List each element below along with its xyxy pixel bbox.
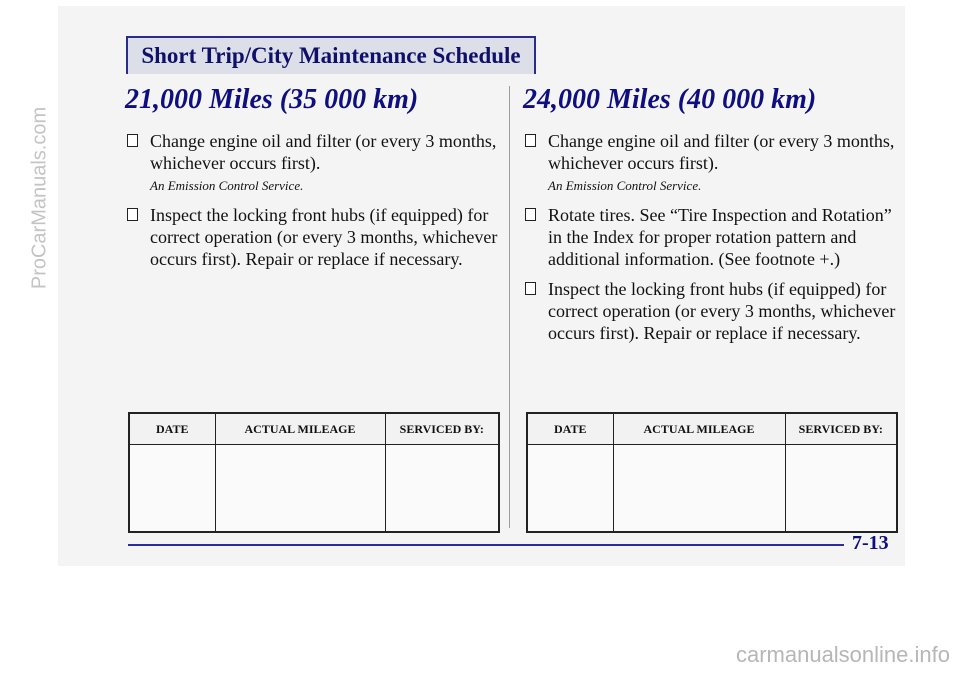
checkbox-icon[interactable] [127, 134, 138, 147]
footer-rule [128, 544, 844, 546]
mileage-cell[interactable] [613, 445, 785, 533]
serviced-by-column-header: SERVICED BY: [385, 413, 499, 445]
mileage-column-header: ACTUAL MILEAGE [215, 413, 385, 445]
right-item-rotate-tires [523, 204, 901, 270]
date-column-header: DATE [129, 413, 215, 445]
emission-note: An Emission Control Service. [548, 178, 702, 193]
checkbox-icon[interactable] [525, 134, 536, 147]
table-header-row [129, 413, 499, 445]
serviced-by-cell[interactable] [785, 445, 897, 533]
item-text: Change engine oil and filter (or every 3 months, whichever occurs first). [150, 131, 497, 173]
serviced-by-column-header: SERVICED BY: [785, 413, 897, 445]
table-row [129, 445, 499, 533]
checkbox-icon[interactable] [127, 208, 138, 221]
date-column-header: DATE [527, 413, 613, 445]
mileage-column-header: ACTUAL MILEAGE [613, 413, 785, 445]
bottom-watermark: carmanualsonline.info [735, 642, 950, 667]
left-item-oil-change [125, 130, 503, 174]
left-mileage-heading: 21,000 Miles (35 000 km) [125, 84, 419, 115]
left-service-log-table [128, 412, 500, 533]
checkbox-icon[interactable] [525, 208, 536, 221]
right-service-log-table [526, 412, 898, 533]
item-text: Rotate tires. See “Tire Inspection and Rotation” in the Index for proper rotation pattern and additional information. (See footnote +.) [548, 205, 892, 269]
checkbox-icon[interactable] [525, 282, 536, 295]
page-number: 7-13 [852, 532, 889, 554]
right-mileage-heading: 24,000 Miles (40 000 km) [523, 84, 817, 115]
left-column [125, 84, 503, 278]
side-watermark: ProCarManuals.com [28, 106, 51, 290]
mileage-cell[interactable] [215, 445, 385, 533]
item-text: Inspect the locking front hubs (if equipped) for correct operation (or every 3 months, whichever occurs first). Repair or replace if necessary. [548, 279, 896, 343]
right-item-oil-change [523, 130, 901, 174]
emission-note: An Emission Control Service. [150, 178, 304, 193]
date-cell[interactable] [129, 445, 215, 533]
left-item-front-hubs [125, 204, 503, 270]
item-text: Inspect the locking front hubs (if equipped) for correct operation (or every 3 months, whichever occurs first). Repair or replace if necessary. [150, 205, 498, 269]
table-row [527, 445, 897, 533]
serviced-by-cell[interactable] [385, 445, 499, 533]
date-cell[interactable] [527, 445, 613, 533]
item-text: Change engine oil and filter (or every 3 months, whichever occurs first). [548, 131, 895, 173]
table-header-row [527, 413, 897, 445]
right-column [523, 84, 901, 352]
schedule-header: Short Trip/City Maintenance Schedule [126, 36, 536, 74]
column-divider [509, 86, 510, 528]
right-item-front-hubs [523, 278, 901, 344]
